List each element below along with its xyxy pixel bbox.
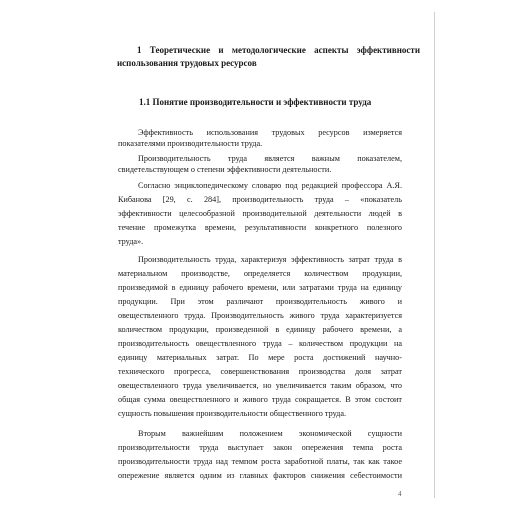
text-line: общая сумма овеществленного и живого труда сокращается. В этом состоит <box>118 395 402 404</box>
subsection-heading: 1.1 Понятие производительности и эффективности труда <box>139 97 372 107</box>
section-heading-line-2: использования трудовых ресурсов <box>117 58 257 68</box>
text-line: произведимой в единицу рабочего времени, или затратами труда на единицу <box>118 283 402 292</box>
text-line: производительность овеществленного труда – количеством продукции на <box>118 339 402 348</box>
text-line: опережение является одним из главных факторов снижения себестоимости <box>118 471 402 480</box>
text-line: Кибанова [29, с. 284], производительность труда – «показатель <box>118 195 402 204</box>
text-line: производительности труда выступает закон опережения темпа роста <box>118 443 402 452</box>
text-line: свидетельствующем о степени эффективности деятельности. <box>118 165 332 174</box>
text-line: продукции. При этом различают производительность живого и <box>118 297 402 306</box>
page-number: 4 <box>398 490 402 498</box>
text-line: труда». <box>118 237 144 246</box>
text-line: Производительность труда является важным показателем, <box>138 154 402 163</box>
text-line: Эффективность использования трудовых ресурсов измеряется <box>138 128 402 137</box>
text-line: овеществленного труда увеличивается, но увеличивается таким образом, что <box>118 381 402 390</box>
text-line: показателями производительности труда. <box>118 139 263 148</box>
text-line: сущность повышения производительности общественного труда. <box>118 409 347 418</box>
text-line: материальном производстве, определяется количеством продукции, <box>118 269 402 278</box>
section-heading <box>117 44 420 70</box>
text-line: течение промежутка времени, результативности конкретного полезного <box>118 223 402 232</box>
text-line: количеством продукции, произведенной в единицу рабочего времени, а <box>118 325 402 334</box>
text-line: Вторым важнейшим положением экономической сущности <box>138 429 402 438</box>
text-line: Производительность труда, характеризуя эффективность затрат труда в <box>138 255 402 264</box>
text-line: эффективности целесообразной производительной деятельности людей в <box>118 209 402 218</box>
text-line: единицу материальных затрат. По мере роста достижений научно- <box>118 353 402 362</box>
page-edge-divider <box>434 12 435 498</box>
text-line: производительности труда над темпом роста заработной платы, так как такое <box>118 457 402 466</box>
section-heading-line-1: 1 Теоретические и методологические аспекты эффективности <box>137 45 420 55</box>
text-line: технического прогресса, совершенствования производства доля затрат <box>118 367 402 376</box>
text-line: овеществленного труда. Производительность живого труда характеризуется <box>118 311 402 320</box>
text-line: Согласно энциклопедическому словарю под редакцией профессора А.Я. <box>138 181 402 190</box>
